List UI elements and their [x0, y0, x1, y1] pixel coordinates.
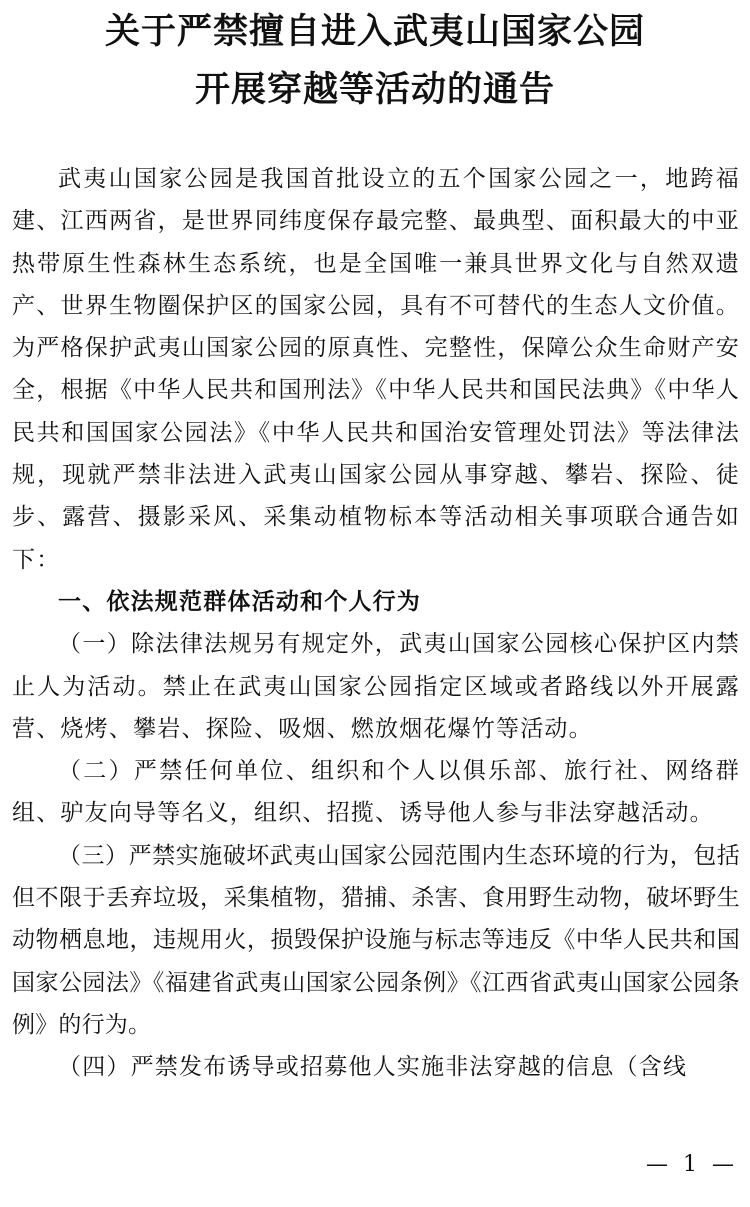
page-number: — 1 — [646, 1152, 738, 1177]
clause-3-paragraph: （三）严禁实施破坏武夷山国家公园范围内生态环境的行为，包括但不限于丢弃垃圾，采集植物，猎捕、杀害、食用野生动物，破坏野生动物栖息地，违规用火，损毁保护设施与标志等违反《中华人民共和国国家公园法》《福建省武夷山国家公园条例》《江西省武夷山国家公园条例》的行为。 [12, 842, 740, 1038]
section-heading: 一、依法规范群体活动和个人行为 [58, 588, 421, 615]
intro-paragraph: 武夷山国家公园是我国首批设立的五个国家公园之一，地跨福建、江西两省，是世界同纬度保存最完整、最典型、面积最大的中亚热带原生性森林生态系统，也是全国唯一兼具世界文化与自然双遗产、世界生物圈保护区的国家公园，具有不可替代的生态人文价值。为严格保护武夷山国家公园的原真性、完整性，保障公众生命财产安全，根据《中华人民共和国刑法》《中华人民共和国民法典》《中华人民共和国国家公园法》《中华人民共和国治安管理处罚法》等法律法规，现就严禁非法进入武夷山国家公园从事穿越、攀岩、探险、徒步、露营、摄影采风、采集动植物标本等活动相关事项联合通告如下： [12, 166, 740, 573]
clause-1-paragraph: （一）除法律法规另有规定外，武夷山国家公园核心保护区内禁止人为活动。禁止在武夷山国家公园指定区域或者路线以外开展露营、烧烤、攀岩、探险、吸烟、燃放烟花爆竹等活动。 [12, 631, 740, 742]
document-body [12, 158, 740, 1089]
document-title-line-2: 开展穿越等活动的通告 [194, 69, 555, 110]
document-title-line-1: 关于严禁擅自进入武夷山国家公园 [104, 11, 645, 52]
clause-4-paragraph: （四）严禁发布诱导或招募他人实施非法穿越的信息（含线 [58, 1054, 688, 1081]
clause-2-paragraph: （二）严禁任何单位、组织和个人以俱乐部、旅行社、网络群组、驴友向导等名义，组织、招揽、诱导他人参与非法穿越活动。 [12, 758, 740, 827]
